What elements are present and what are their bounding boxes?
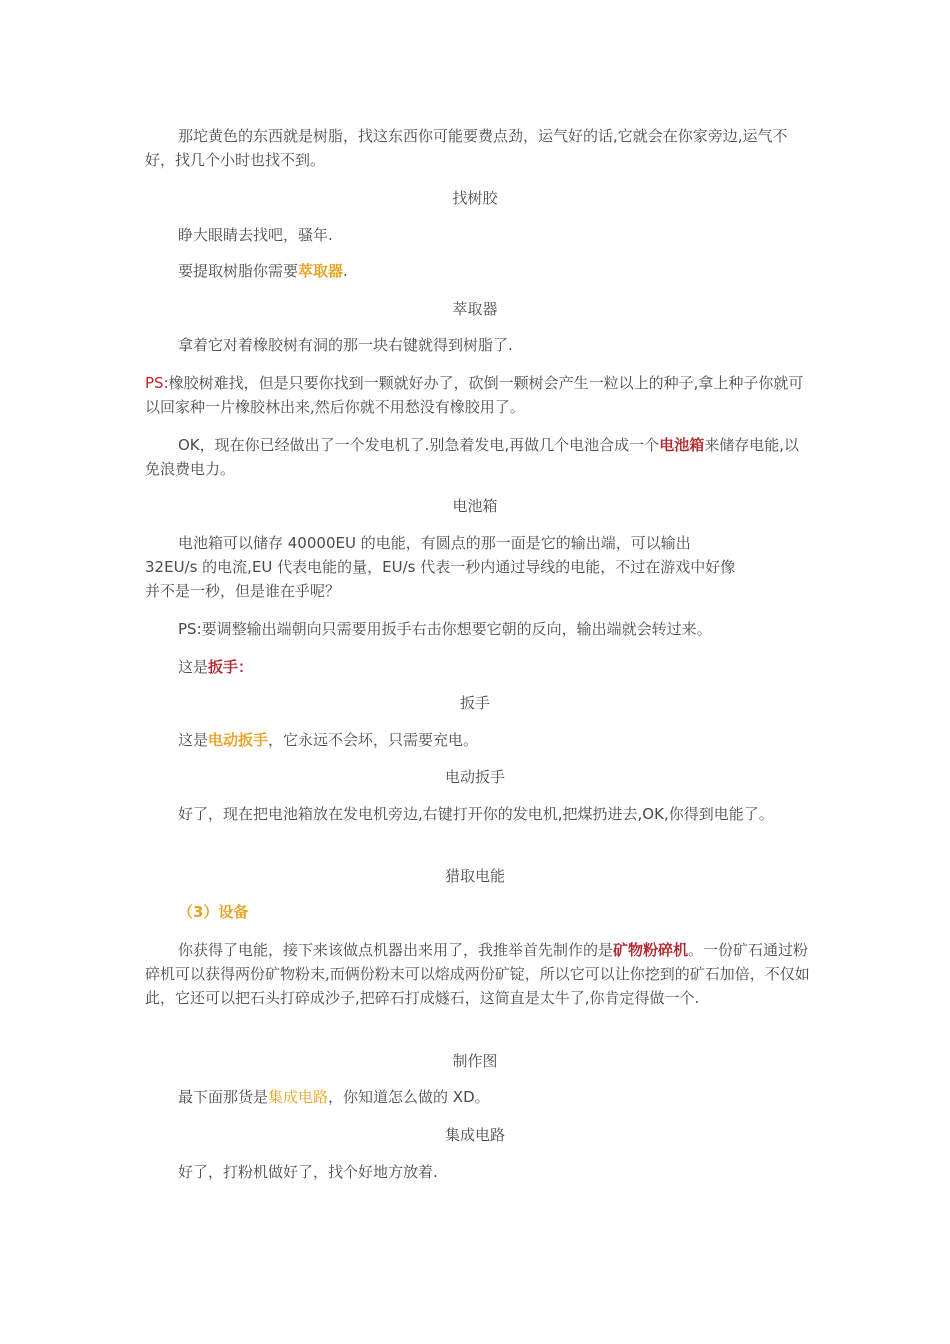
paragraph-text: 这是 [178,658,209,676]
section-heading-equipment: （3）设备 [178,903,249,921]
caption-find-rubber: 找树胶 [452,189,498,207]
caption-electric-wrench: 电动扳手 [444,768,505,786]
paragraph-line: 电池箱可以储存 40000EU 的电能，有圆点的那一面是它的输出端，可以输出 [178,534,691,552]
paragraph-text: 那坨黄色的东西就是树脂，找这东西你可能要费点劲，运气好的话,它就会在你家旁边,运气不好，找几个小时也找不到。 [145,127,788,169]
paragraph-resin [145,124,810,172]
paragraph-ps-wrench: PS:要调整输出端朝向只需要用扳手右击你想要它朝的反向，输出端就会转过来。 [178,620,712,638]
link-wrench[interactable]: 扳手： [208,658,254,676]
caption-extractor: 萃取器 [452,300,498,318]
paragraph-done: 好了，打粉机做好了，找个好地方放着. [178,1163,438,1181]
link-macerator[interactable]: 矿物粉碎机 [613,941,689,959]
paragraph-right-click: 拿着它对着橡胶树有洞的那一块右键就得到树脂了. [178,336,513,354]
link-battery-box[interactable]: 电池箱 [659,436,705,454]
paragraph-circuit [145,1085,810,1109]
paragraph-text: 要提取树脂你需要 [178,262,299,280]
paragraph-text: 。一份矿石通过粉碎机可以获得两份矿物粉末,而俩份粉末可以熔成两份矿锭，所以它可以让你挖到的矿石加倍，不仅如此，它还可以把石头打碎成沙子,把碎石打成燧石，这简直是太牛了,你肯定得做一个. [145,941,810,1007]
paragraph-text: 这是 [178,731,209,749]
caption-battery-box: 电池箱 [452,497,498,515]
paragraph-this-is-wrench [145,655,810,679]
paragraph-got-energy: 好了，现在把电池箱放在发电机旁边,右键打开你的发电机,把煤扔进去,OK,你得到电能了。 [178,805,774,823]
paragraph-text: . [343,262,348,280]
link-electric-wrench[interactable]: 电动扳手 [208,731,269,749]
caption-wrench: 扳手 [459,694,490,712]
paragraph-line: 并不是一秒，但是谁在乎呢？ [145,582,341,600]
paragraph-look: 睁大眼睛去找吧，骚年. [178,226,333,244]
paragraph-generator [145,433,810,481]
paragraph-text: 来储存电能,以免浪费电力。 [145,436,799,478]
paragraph-text: 你获得了电能，接下来该做点机器出来用了，我推举首先制作的是 [178,941,614,959]
paragraph-ps-rubber [145,371,810,419]
paragraph-text: 橡胶树难找，但是只要你找到一颗就好办了，砍倒一颗树会产生一粒以上的种子,拿上种子你就可以回家种一片橡胶林出来,然后你就不用愁没有橡胶用了。 [145,374,804,416]
caption-circuit: 集成电路 [444,1126,505,1144]
paragraph-electric-wrench [145,728,810,752]
paragraph-text: OK，现在你已经做出了一个发电机了.别急着发电,再做几个电池合成一个 [178,436,660,454]
paragraph-text: ，你知道怎么做的 XD。 [328,1088,490,1106]
link-extractor[interactable]: 萃取器 [298,262,344,280]
ps-label: PS: [145,374,169,392]
paragraph-text: 最下面那货是 [178,1088,269,1106]
paragraph-line: 32EU/s 的电流,EU 代表电能的量，EU/s 代表一秒内通过导线的电能，不过在游戏中好像 [145,558,736,576]
paragraph-text: ，它永远不会坏，只需要充电。 [268,731,479,749]
paragraph-extractor [145,259,810,283]
caption-hunt-energy: 猎取电能 [444,867,505,885]
link-circuit[interactable]: 集成电路 [268,1088,329,1106]
caption-recipe: 制作图 [452,1052,498,1070]
paragraph-macerator [145,938,810,1010]
paragraph-battery-info [145,531,810,603]
